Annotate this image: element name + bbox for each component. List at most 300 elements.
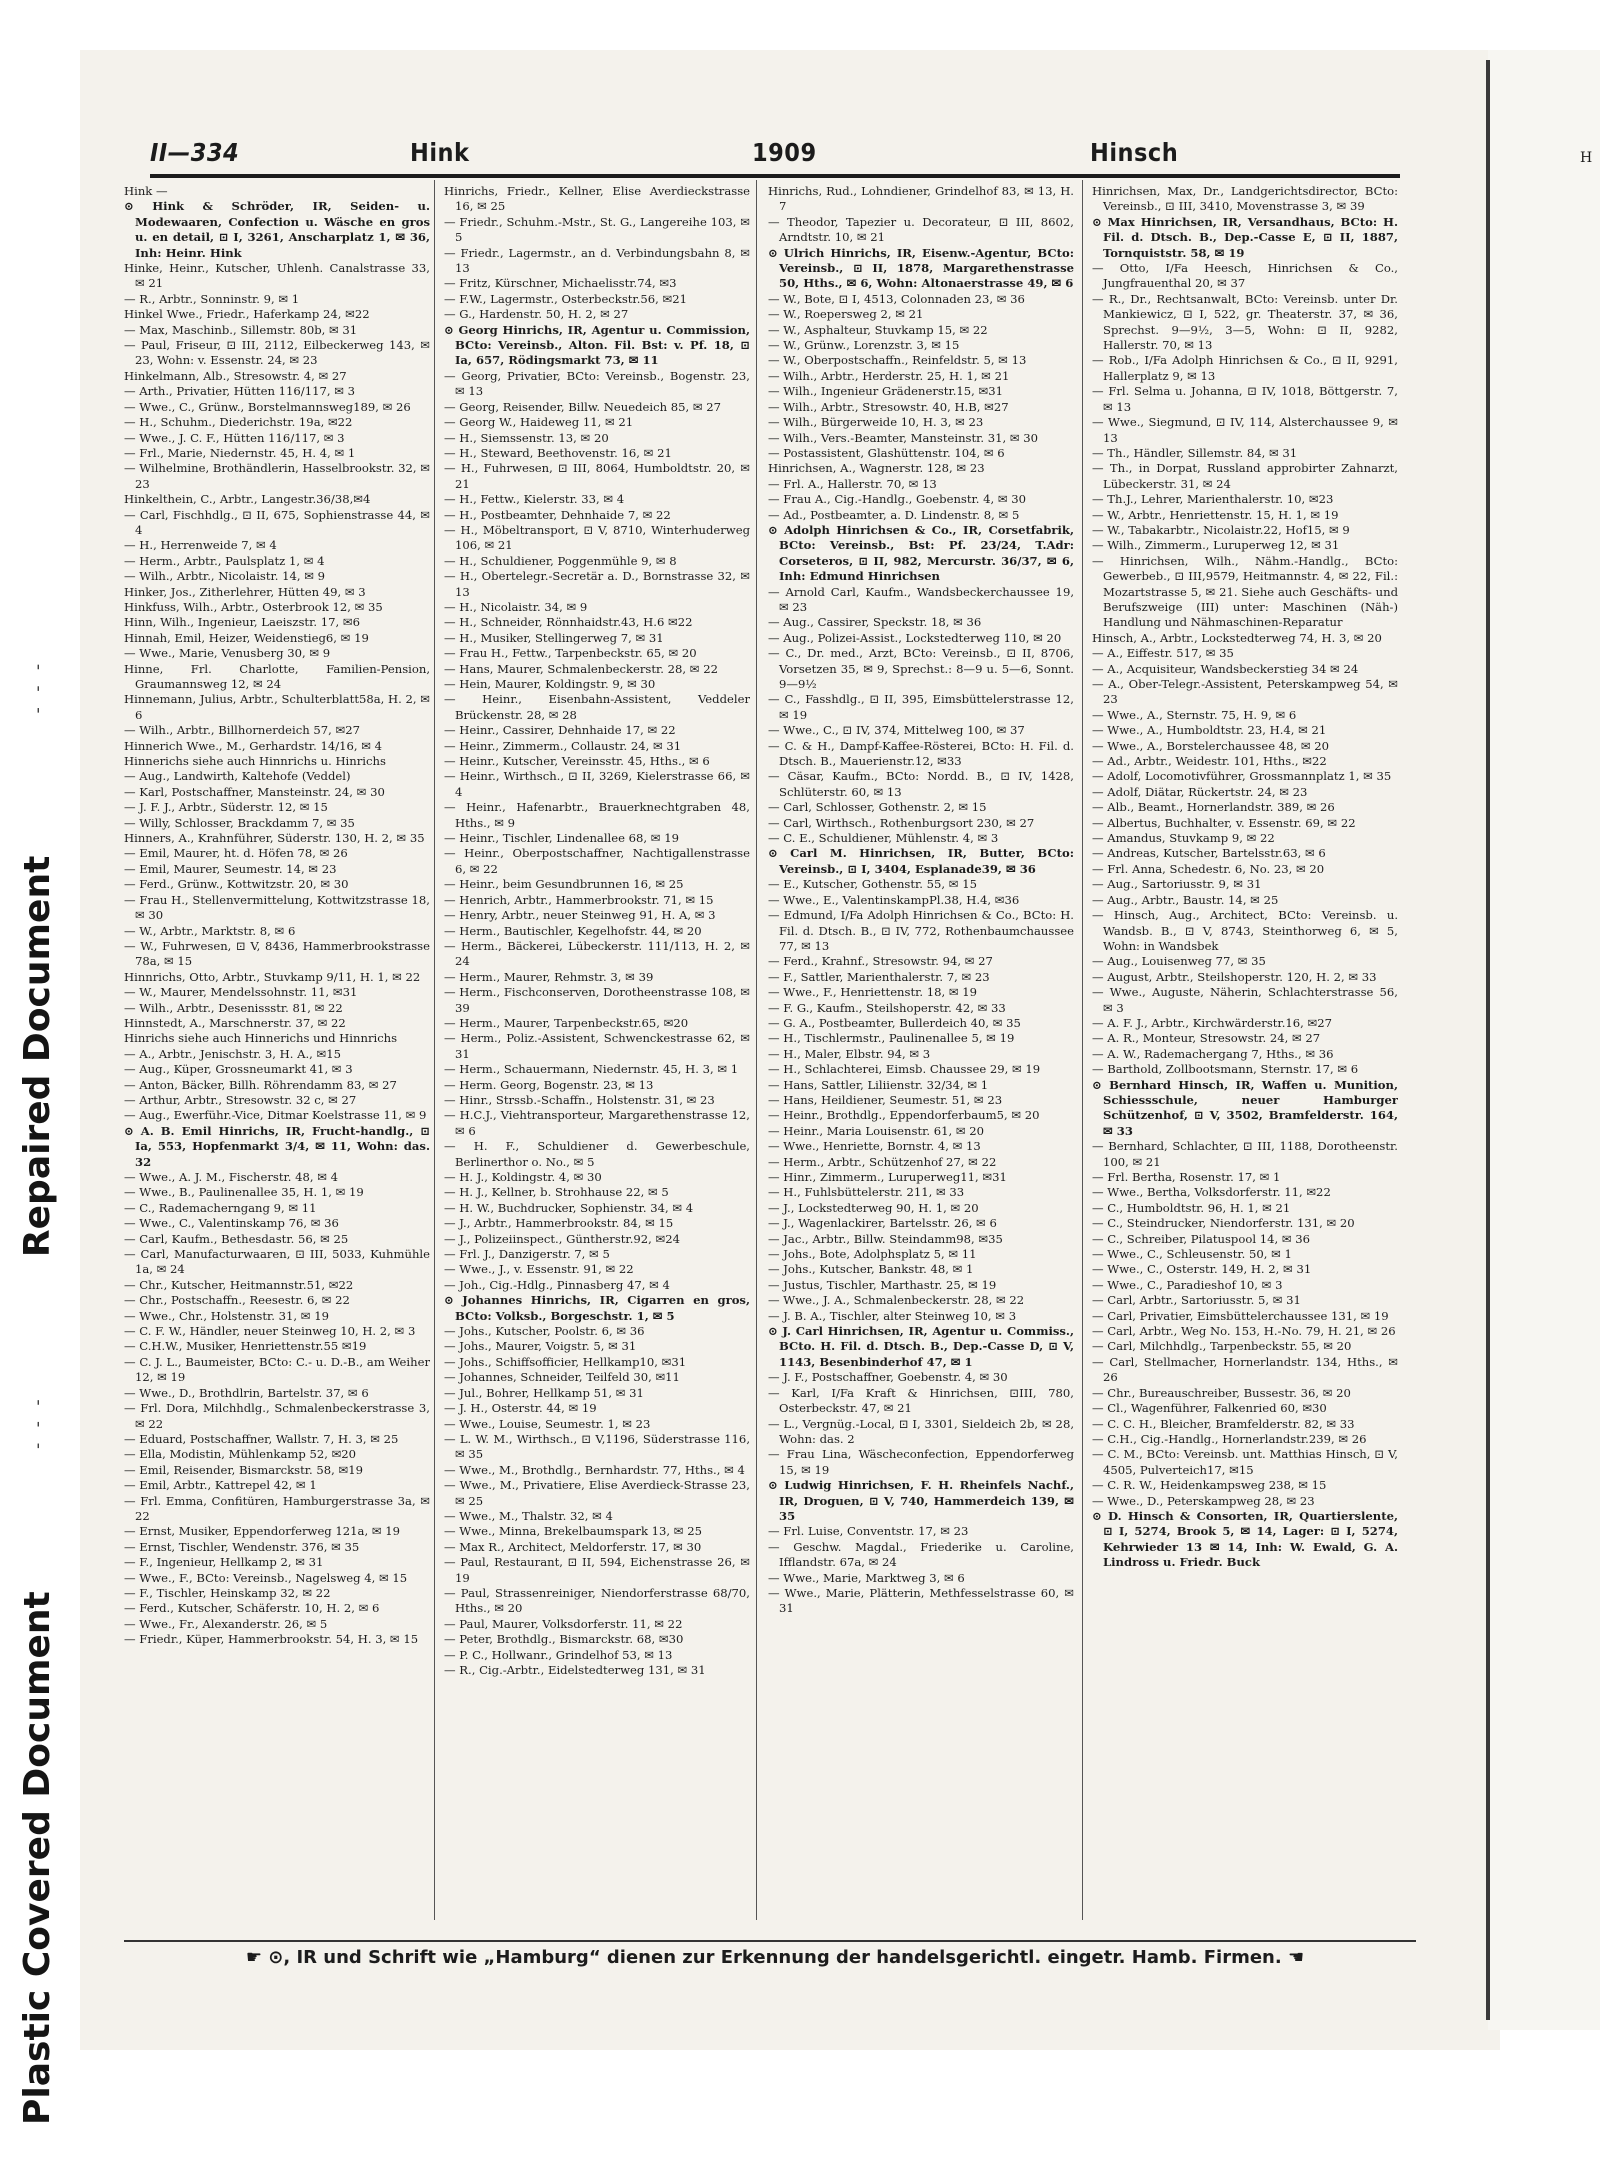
directory-entry: — Frl. Selma u. Johanna, ⊡ IV, 1018, Böttgerstr. 7, ✉ 13 — [1092, 384, 1398, 414]
directory-entry: Hinrichsen, A., Wagnerstr. 128, ✉ 23 — [768, 461, 985, 476]
directory-entry: — Johannes, Schneider, Teilfeld 30, ✉11 — [444, 1370, 680, 1385]
directory-entry: ⊙ Ulrich Hinrichs, IR, Eisenw.-Agentur, BCto: Vereinsb., ⊡ II, 1878, Margarethenstrasse 50, Hths., ✉ 6, Wohn: Altonaerstrasse 49, ✉ 6 — [768, 245, 1074, 291]
directory-entry: — J. F. J., Arbtr., Süderstr. 12, ✉ 15 — [124, 800, 328, 815]
directory-entry: — Carl, Arbtr., Weg No. 153, H.-No. 79, H. 21, ✉ 26 — [1092, 1324, 1396, 1339]
directory-entry: — Peter, Brothdlg., Bismarckstr. 68, ✉30 — [444, 1632, 684, 1647]
directory-entry: — Wwe., B., Paulinenallee 35, H. 1, ✉ 19 — [124, 1185, 364, 1200]
directory-entry: — Joh., Cig.-Hdlg., Pinnasberg 47, ✉ 4 — [444, 1277, 670, 1292]
directory-entry: — Wwe., M., Thalstr. 32, ✉ 4 — [444, 1508, 613, 1523]
directory-entry: — Jul., Bohrer, Hellkamp 51, ✉ 31 — [444, 1385, 644, 1400]
directory-entry: — Johs., Schiffsofficier, Hellkamp10, ✉31 — [444, 1354, 687, 1369]
directory-entry: Hinnemann, Julius, Arbtr., Schulterblatt58a, H. 2, ✉ 6 — [124, 692, 430, 722]
directory-entry: Hinsch, A., Arbtr., Lockstedterweg 74, H. 3, ✉ 20 — [1092, 630, 1382, 645]
directory-entry: — Hein, Maurer, Koldingstr. 9, ✉ 30 — [444, 677, 656, 691]
directory-entry: — Fritz, Kürschner, Michaelisstr.74, ✉3 — [444, 276, 677, 291]
directory-entry: — Ernst, Musiker, Eppendorferweg 121a, ✉ 19 — [124, 1524, 400, 1539]
directory-entry: — H., Schuldiener, Poggenmühle 9, ✉ 8 — [444, 553, 677, 568]
page-header — [150, 138, 1400, 174]
directory-entry: — Henry, Arbtr., neuer Steinweg 91, H. A, ✉ 3 — [444, 908, 716, 923]
directory-entry: — G., Hardenstr. 50, H. 2, ✉ 27 — [444, 307, 629, 322]
directory-entry: — Heinr., Brothdlg., Eppendorferbaum5, ✉ 20 — [768, 1108, 1040, 1123]
directory-entry: — Herm., Fischconserven, Dorotheenstrasse 108, ✉ 39 — [444, 985, 750, 1015]
directory-entry: — August, Arbtr., Steilshoperstr. 120, H. 2, ✉ 33 — [1092, 969, 1377, 984]
directory-entry: — Georg, Privatier, BCto: Vereinsb., Bogenstr. 23, ✉ 13 — [444, 368, 750, 399]
directory-entry: — Otto, I/Fa Heesch, Hinrichsen & Co., Jungfrauenthal 20, ✉ 37 — [1092, 261, 1398, 291]
directory-entry: — Frl. J., Danzigerstr. 7, ✉ 5 — [444, 1247, 610, 1262]
directory-entry: ⊙ Ludwig Hinrichsen, F. H. Rheinfels Nachf., IR, Droguen, ⊡ V, 740, Hammerdeich 139, ✉ 35 — [768, 1478, 1074, 1523]
directory-entry: — Anton, Bäcker, Billh. Röhrendamm 83, ✉ 27 — [124, 1077, 397, 1092]
directory-entry: ⊙ D. Hinsch & Consorten, IR, Quartierslente, ⊡ I, 5274, Brook 5, ✉ 14, Lager: ⊡ I, 5274, Kehrwieder 13 ✉ 14, Inh: W. Ewald, G. A. Lindross u. Friedr. Buck — [1092, 1508, 1398, 1570]
footer-notice: ☛ ⊙, IR und Schrift wie „Hamburg“ dienen zur Erkennung der handelsgerichtl. eingetr. Hamb. Firmen. ☚ — [245, 1947, 1305, 1968]
directory-entry: — Johs., Bote, Adolphsplatz 5, ✉ 11 — [768, 1247, 977, 1262]
directory-entry: — Amandus, Stuvkamp 9, ✉ 22 — [1092, 831, 1275, 846]
directory-entry: — C. C. H., Bleicher, Bramfelderstr. 82, ✉ 33 — [1092, 1416, 1355, 1431]
directory-entry: — Frl. Anna, Schedestr. 6, No. 23, ✉ 20 — [1092, 861, 1325, 876]
directory-entry: — Heinr., Hafenarbtr., Brauerknechtgraben 48, Hths., ✉ 9 — [444, 800, 750, 830]
directory-entry: — Karl, I/Fa Kraft & Hinrichsen, ⊡III, 780, Osterbeckstr. 47, ✉ 21 — [768, 1385, 1074, 1416]
directory-entry: — F., Ingenieur, Hellkamp 2, ✉ 31 — [124, 1555, 324, 1570]
directory-entry: — Frl. Bertha, Rosenstr. 17, ✉ 1 — [1092, 1170, 1281, 1184]
directory-entry: — Ferd., Kutscher, Schäferstr. 10, H. 2, ✉ 6 — [124, 1601, 380, 1616]
directory-entry: — Herm., Arbtr., Schützenhof 27, ✉ 22 — [768, 1154, 997, 1169]
directory-entry: — H., Obertelegr.-Secretär a. D., Bornstrasse 32, ✉ 13 — [444, 569, 750, 599]
directory-entry: — Adolf, Diätar, Rückertstr. 24, ✉ 23 — [1092, 784, 1308, 799]
directory-entry: — W., Arbtr., Henriettenstr. 15, H. 1, ✉ 19 — [1092, 507, 1339, 522]
page-gutter-line — [1486, 60, 1490, 2020]
directory-entry: — Wwe., C., Schleusenstr. 50, ✉ 1 — [1092, 1247, 1292, 1262]
directory-entry: — C. F. W., Händler, neuer Steinweg 10, H. 2, ✉ 3 — [124, 1324, 416, 1339]
directory-entry: — A. F. J., Arbtr., Kirchwärderstr.16, ✉27 — [1092, 1015, 1332, 1030]
directory-entry: — Karl, Postschaffner, Mansteinstr. 24, ✉ 30 — [124, 784, 385, 799]
directory-entry: — Heinr., Eisenbahn-Assistent, Veddeler Brückenstr. 28, ✉ 28 — [444, 692, 750, 722]
directory-entry: — Emil, Maurer, ht. d. Höfen 78, ✉ 26 — [124, 846, 348, 861]
directory-entry: — A. W., Rademachergang 7, Hths., ✉ 36 — [1092, 1046, 1334, 1061]
directory-entry: — A., Ober-Telegr.-Assistent, Peterskampweg 54, ✉ 23 — [1092, 677, 1398, 707]
directory-entry: — Friedr., Schuhm.-Mstr., St. G., Langereihe 103, ✉ 5 — [444, 214, 750, 245]
directory-entry: — Wilh., Arbtr., Desenissstr. 81, ✉ 22 — [124, 1000, 343, 1015]
directory-entry: — Wwe., A., Borstelerchaussee 48, ✉ 20 — [1092, 738, 1330, 753]
directory-entry: — J. B. A., Tischler, alter Steinweg 10, ✉ 3 — [768, 1308, 1017, 1323]
directory-entry: — G. A., Postbeamter, Bullerdeich 40, ✉ 35 — [768, 1015, 1021, 1030]
directory-entry: — A. R., Monteur, Stresowstr. 24, ✉ 27 — [1092, 1031, 1321, 1046]
directory-entry: — Heinr., Zimmerm., Collaustr. 24, ✉ 31 — [444, 738, 682, 753]
directory-entry: — Chr., Postschaffn., Reesestr. 6, ✉ 22 — [124, 1293, 350, 1308]
directory-entry: — Carl, Manufacturwaaren, ⊡ III, 5033, Kuhmühle 1a, ✉ 24 — [124, 1247, 430, 1277]
directory-entry: — W., Oberpostschaffn., Reinfeldstr. 5, ✉ 13 — [768, 353, 1027, 368]
facing-page-edge — [1488, 50, 1600, 2030]
directory-entry: — Wwe., Auguste, Näherin, Schlachterstrasse 56, ✉ 3 — [1092, 985, 1398, 1015]
directory-entry: — Th.J., Lehrer, Marienthalerstr. 10, ✉23 — [1092, 492, 1334, 507]
directory-entry: — Adolf, Locomotivführer, Grossmannplatz 1, ✉ 35 — [1092, 769, 1392, 784]
directory-entry: — Willy, Schlosser, Brackdamm 7, ✉ 35 — [124, 815, 355, 830]
directory-entry: — Wilh., Arbtr., Herderstr. 25, H. 1, ✉ 21 — [768, 368, 1010, 383]
directory-entry: — Henrich, Arbtr., Hammerbrookstr. 71, ✉ 15 — [444, 892, 714, 907]
directory-entry: — Frau A., Cig.-Handlg., Goebenstr. 4, ✉ 30 — [768, 492, 1027, 507]
directory-entry: — Hinr., Strssb.-Schaffn., Holstenstr. 31, ✉ 23 — [444, 1092, 715, 1107]
directory-entry: — H. J., Koldingstr. 4, ✉ 30 — [444, 1170, 602, 1184]
cut-mark: - - - — [26, 661, 48, 716]
directory-entry: — H., Steward, Beethovenstr. 16, ✉ 21 — [444, 445, 672, 460]
directory-entry: — Paul, Strassenreiniger, Niendorferstrasse 68/70, Hths., ✉ 20 — [444, 1585, 750, 1616]
directory-entry: — Herm., Bäckerei, Lübeckerstr. 111/113, H. 2, ✉ 24 — [444, 938, 750, 969]
directory-entry: — Heinr., Cassirer, Dehnhaide 17, ✉ 22 — [444, 723, 676, 738]
directory-entry: — F., Tischler, Heinskamp 32, ✉ 22 — [124, 1585, 331, 1600]
directory-entry: — Carl, Fischhdlg., ⊡ II, 675, Sophienstrasse 44, ✉ 4 — [124, 507, 430, 537]
directory-entry: — Wilhelmine, Brothändlerin, Hasselbrookstr. 32, ✉ 23 — [124, 461, 430, 491]
directory-entry: Hinnrichs, Otto, Arbtr., Stuvkamp 9/11, H. 1, ✉ 22 — [124, 969, 421, 984]
directory-entry: — Herm., Schauermann, Niedernstr. 45, H. 3, ✉ 1 — [444, 1062, 739, 1077]
directory-entry: — Ad., Postbeamter, a. D. Lindenstr. 8, ✉ 5 — [768, 507, 1020, 522]
header-year: 1909 — [752, 138, 817, 167]
directory-entry: — Friedr., Küper, Hammerbrookstr. 54, H. 3, ✉ 15 — [124, 1632, 419, 1647]
directory-entry: — Wwe., Louise, Seumestr. 1, ✉ 23 — [444, 1416, 651, 1431]
directory-entry: — Paul, Maurer, Volksdorferstr. 11, ✉ 22 — [444, 1616, 683, 1631]
directory-entry: — Carl, Schlosser, Gothenstr. 2, ✉ 15 — [768, 800, 987, 815]
directory-entry: — Aug., Sartoriusstr. 9, ✉ 31 — [1092, 877, 1262, 892]
directory-entry: — C.H.W., Musiker, Henriettenstr.55 ✉19 — [124, 1339, 367, 1354]
directory-entry: — Th., Händler, Sillemstr. 84, ✉ 31 — [1092, 445, 1298, 460]
directory-entry: — Arnold Carl, Kaufm., Wandsbeckerchaussee 19, ✉ 23 — [768, 584, 1074, 614]
directory-entry: — Wwe., A. J. M., Fischerstr. 48, ✉ 4 — [124, 1170, 339, 1184]
directory-entry: Hinn, Wilh., Ingenieur, Laeiszstr. 17, ✉6 — [124, 615, 360, 630]
directory-entry: — H. J., Kellner, b. Strohhause 22, ✉ 5 — [444, 1185, 669, 1200]
facing-page-fragment: H — [1580, 150, 1593, 166]
directory-entry: Hinne, Frl. Charlotte, Familien-Pension, Graumannsweg 12, ✉ 24 — [124, 661, 430, 691]
directory-entry: — Wwe., J., v. Essenstr. 91, ✉ 22 — [444, 1262, 634, 1277]
directory-entry: Hinkelmann, Alb., Stresowstr. 4, ✉ 27 — [124, 368, 347, 383]
directory-entry: — A., Acquisiteur, Wandsbeckerstieg 34 ✉ 24 — [1092, 661, 1359, 676]
directory-entry: — Wwe., C., ⊡ IV, 374, Mittelweg 100, ✉ 37 — [768, 723, 1025, 738]
directory-entry: — Emil, Arbtr., Kattrepel 42, ✉ 1 — [124, 1478, 317, 1493]
directory-entry: — Aug., Arbtr., Baustr. 14, ✉ 25 — [1092, 892, 1279, 907]
directory-entry: — C., Humboldtstr. 96, H. 1, ✉ 21 — [1092, 1200, 1291, 1215]
directory-entry: — J., Lockstedterweg 90, H. 1, ✉ 20 — [768, 1200, 979, 1215]
directory-entry: ⊙ A. B. Emil Hinrichs, IR, Frucht-handlg., ⊡ Ia, 553, Hopfenmarkt 3/4, ✉ 11, Wohn: das. 32 — [124, 1123, 430, 1169]
directory-entry: — Wwe., A., Sternstr. 75, H. 9, ✉ 6 — [1092, 707, 1297, 722]
directory-entry: — Th., in Dorpat, Russland approbirter Zahnarzt, Lübeckerstr. 31, ✉ 24 — [1092, 461, 1398, 491]
directory-entry: — C.H., Cig.-Handlg., Hornerlandstr.239, ✉ 26 — [1092, 1431, 1367, 1446]
directory-entry: Hink — — [124, 184, 168, 198]
directory-column-2 — [444, 184, 750, 1934]
directory-entry: — H., Fuhrwesen, ⊡ III, 8064, Humboldtstr. 20, ✉ 21 — [444, 461, 750, 491]
directory-entry: — Herm., Bautischler, Kegelhofstr. 44, ✉ 20 — [444, 923, 702, 938]
directory-entry: — Rob., I/Fa Adolph Hinrichsen & Co., ⊡ II, 9291, Hallerplatz 9, ✉ 13 — [1092, 353, 1398, 383]
directory-entry: ⊙ Georg Hinrichs, IR, Agentur u. Commission, BCto: Vereinsb., Alton. Fil. Bst: v. Pf. 18, ⊡ Ia, 657, Rödingsmarkt 73, ✉ 11 — [444, 322, 750, 368]
directory-entry: — Wwe., Fr., Alexanderstr. 26, ✉ 5 — [124, 1616, 328, 1631]
directory-entry: — Aug., Polizei-Assist., Lockstedterweg 110, ✉ 20 — [768, 630, 1062, 645]
directory-entry: — Heinr., Tischler, Lindenallee 68, ✉ 19 — [444, 831, 679, 846]
directory-entry: — Ferd., Grünw., Kottwitzstr. 20, ✉ 30 — [124, 877, 349, 892]
directory-entry: — E., Kutscher, Gothenstr. 55, ✉ 15 — [768, 877, 977, 892]
directory-entry: — Carl, Milchhdlg., Tarpenbeckstr. 55, ✉ 20 — [1092, 1339, 1352, 1354]
header-first-name: Hink — [410, 138, 470, 167]
directory-entry: — Andreas, Kutscher, Bartelsstr.63, ✉ 6 — [1092, 846, 1326, 861]
directory-entry: — Frl. Luise, Conventstr. 17, ✉ 23 — [768, 1524, 969, 1539]
directory-entry: — Wwe., C., Osterstr. 149, H. 2, ✉ 31 — [1092, 1262, 1312, 1277]
directory-entry: — Wwe., D., Brothdlrin, Bartelstr. 37, ✉ 6 — [124, 1385, 369, 1400]
directory-entry: — C. J. L., Baumeister, BCto: C.- u. D.-B., am Weiher 12, ✉ 19 — [124, 1354, 430, 1385]
directory-entry: — H., Postbeamter, Dehnhaide 7, ✉ 22 — [444, 507, 671, 522]
directory-entry: — Aug., Ewerführ.-Vice, Ditmar Koelstrasse 11, ✉ 9 — [124, 1108, 427, 1123]
directory-entry: — A., Eiffestr. 517, ✉ 35 — [1092, 646, 1234, 661]
directory-entry: — Aug., Landwirth, Kaltehofe (Veddel) — [124, 769, 351, 784]
directory-entry: — H. W., Buchdrucker, Sophienstr. 34, ✉ 4 — [444, 1200, 694, 1215]
directory-entry: — W., Fuhrwesen, ⊡ V, 8436, Hammerbrookstrasse 78a, ✉ 15 — [124, 938, 430, 969]
directory-entry: Hinners, A., Krahnführer, Süderstr. 130, H. 2, ✉ 35 — [124, 831, 425, 846]
directory-entry: — Wwe., Minna, Brekelbaumspark 13, ✉ 25 — [444, 1524, 702, 1539]
directory-entry: Hinkel Wwe., Friedr., Haferkamp 24, ✉22 — [124, 307, 370, 322]
directory-entry: — Ernst, Tischler, Wendenstr. 376, ✉ 35 — [124, 1539, 360, 1554]
side-label-strip — [2, 645, 72, 2165]
directory-entry: — H., Nicolaistr. 34, ✉ 9 — [444, 599, 588, 614]
directory-column-3 — [768, 184, 1074, 1934]
directory-entry: — C., Dr. med., Arzt, BCto: Vereinsb., ⊡ II, 8706, Vorsetzen 35, ✉ 9, Sprechst.: 8—9 u. 5—6, Sonnt. 9—9½ — [768, 646, 1074, 691]
directory-entry: — H., Tischlermstr., Paulinenallee 5, ✉ 19 — [768, 1031, 1015, 1046]
directory-entry: — Johs., Kutscher, Bankstr. 48, ✉ 1 — [768, 1262, 974, 1277]
directory-entry: — Frau Lina, Wäscheconfection, Eppendorferweg 15, ✉ 19 — [768, 1447, 1074, 1477]
directory-entry: — Cl., Wagenführer, Falkenried 60, ✉30 — [1092, 1401, 1327, 1416]
directory-entry: — W., Arbtr., Marktstr. 8, ✉ 6 — [124, 923, 296, 938]
directory-entry: — J., Wagenlackirer, Bartelsstr. 26, ✉ 6 — [768, 1216, 997, 1231]
directory-entry: — Wilh., Arbtr., Stresowstr. 40, H.B, ✉27 — [768, 399, 1009, 414]
directory-entry: — Wilh., Zimmerm., Luruperweg 12, ✉ 31 — [1092, 538, 1340, 553]
directory-entry: — L., Vergnüg.-Local, ⊡ I, 3301, Sieldeich 2b, ✉ 28, Wohn: das. 2 — [768, 1416, 1074, 1446]
directory-entry: — A., Arbtr., Jenischstr. 3, H. A., ✉15 — [124, 1046, 341, 1061]
directory-entry: — Wwe., Marie, Marktweg 3, ✉ 6 — [768, 1570, 965, 1585]
directory-entry: — Emil, Reisender, Bismarckstr. 58, ✉19 — [124, 1462, 364, 1477]
directory-entry: — Frl., Marie, Niedernstr. 45, H. 4, ✉ 1 — [124, 445, 356, 460]
directory-entry: — F. G., Kaufm., Steilshoperstr. 42, ✉ 33 — [768, 1000, 1006, 1015]
directory-entry: — Frl. Dora, Milchhdlg., Schmalenbeckerstrasse 3, ✉ 22 — [124, 1401, 430, 1431]
directory-entry: — R., Cig.-Arbtr., Eidelstedterweg 131, ✉ 31 — [444, 1663, 706, 1677]
directory-entry: Hinkelthein, C., Arbtr., Langestr.36/38,✉4 — [124, 492, 371, 507]
directory-entry: — J., Arbtr., Hammerbrookstr. 84, ✉ 15 — [444, 1216, 674, 1231]
directory-entry: — F.W., Lagermstr., Osterbeckstr.56, ✉21 — [444, 291, 687, 306]
directory-entry: — Wwe., C., Grünw., Borstelmannsweg189, ✉ 26 — [124, 399, 411, 414]
directory-entry: — Jac., Arbtr., Billw. Steindamm98, ✉35 — [768, 1231, 1003, 1246]
directory-entry: — Postassistent, Glashüttenstr. 104, ✉ 6 — [768, 445, 1005, 460]
directory-entry: — Wilh., Vers.-Beamter, Mansteinstr. 31, ✉ 30 — [768, 430, 1039, 445]
directory-entry: — H., Schlachterei, Eimsb. Chaussee 29, ✉ 19 — [768, 1062, 1041, 1077]
directory-entry: — W., Tabakarbtr., Nicolaistr.22, Hof15, ✉ 9 — [1092, 522, 1350, 537]
directory-entry: — C., Steindrucker, Niendorferstr. 131, ✉ 20 — [1092, 1216, 1355, 1231]
directory-entry: — C. M., BCto: Vereinsb. unt. Matthias Hinsch, ⊡ V, 4505, Pulverteich17, ✉15 — [1092, 1447, 1398, 1477]
directory-entry: — Johs., Maurer, Voigstr. 5, ✉ 31 — [444, 1339, 637, 1354]
plastic-covered-label: Plastic Covered Document — [16, 1591, 58, 2125]
directory-entry: — Wwe., D., Peterskampweg 28, ✉ 23 — [1092, 1493, 1315, 1508]
directory-entry: — Herm., Poliz.-Assistent, Schwenckestrasse 62, ✉ 31 — [444, 1031, 750, 1061]
directory-entry: — Ad., Arbtr., Weidestr. 101, Hths., ✉22 — [1092, 754, 1327, 769]
header-last-name: Hinsch — [1090, 138, 1179, 167]
directory-entry: — H., Musiker, Stellingerweg 7, ✉ 31 — [444, 630, 664, 645]
directory-entry: — W., Maurer, Mendelssohnstr. 11, ✉31 — [124, 985, 358, 1000]
directory-entry: — Wwe., A., Humboldtstr. 23, H.4, ✉ 21 — [1092, 723, 1327, 738]
directory-entry: ⊙ Johannes Hinrichs, IR, Cigarren en gros, BCto: Volksb., Borgeschstr. 1, ✉ 5 — [444, 1293, 750, 1323]
directory-entry: — C., Schreiber, Pilatuspool 14, ✉ 36 — [1092, 1231, 1310, 1246]
directory-entry: — Wilh., Arbtr., Nicolaistr. 14, ✉ 9 — [124, 569, 326, 584]
directory-entry: — Friedr., Lagermstr., an d. Verbindungsbahn 8, ✉ 13 — [444, 245, 750, 276]
directory-entry: — Max, Maschinb., Sillemstr. 80b, ✉ 31 — [124, 322, 358, 337]
directory-entry: — Edmund, I/Fa Adolph Hinrichsen & Co., BCto: H. Fil. d. Dtsch. B., ⊡ IV, 772, Rothenbaumchaussee 77, ✉ 13 — [768, 908, 1074, 953]
directory-entry: — Hinsch, Aug., Architect, BCto: Vereinsb. u. Wandsb. B., ⊡ V, 8743, Steinthorweg 6, ✉ 5, Wohn: in Wandsbek — [1092, 908, 1398, 953]
directory-entry: — Wilh., Arbtr., Billhornerdeich 57, ✉27 — [124, 723, 360, 738]
directory-entry: — W., Roepersweg 2, ✉ 21 — [768, 307, 924, 322]
directory-entry: Hinrichs, Friedr., Kellner, Elise Averdieckstrasse 16, ✉ 25 — [444, 184, 750, 214]
directory-entry: — Wwe., J. C. F., Hütten 116/117, ✉ 3 — [124, 430, 345, 445]
directory-entry: — Cäsar, Kaufm., BCto: Nordd. B., ⊡ IV, 1428, Schlüterstr. 60, ✉ 13 — [768, 769, 1074, 799]
directory-entry: — Wwe., J. A., Schmalenbeckerstr. 28, ✉ 22 — [768, 1293, 1025, 1308]
directory-entry: — Aug., Louisenweg 77, ✉ 35 — [1092, 954, 1266, 969]
directory-entry: — Bernhard, Schlachter, ⊡ III, 1188, Dorotheenstr. 100, ✉ 21 — [1092, 1139, 1398, 1169]
directory-column-1 — [124, 184, 430, 1934]
directory-entry: Hinkfuss, Wilh., Arbtr., Osterbrook 12, ✉ 35 — [124, 599, 383, 614]
directory-entry: — Arth., Privatier, Hütten 116/117, ✉ 3 — [124, 384, 355, 399]
directory-entry: — Wilh., Ingenieur Grädenerstr.15, ✉31 — [768, 384, 1004, 399]
directory-entry: — C. R. W., Heidenkampsweg 238, ✉ 15 — [1092, 1478, 1327, 1493]
directory-entry: — Heinr., Kutscher, Vereinsstr. 45, Hths., ✉ 6 — [444, 754, 710, 769]
directory-entry: ⊙ Max Hinrichsen, IR, Versandhaus, BCto: H. Fil. d. Dtsch. B., Dep.-Casse E, ⊡ II, 1887, Tornquiststr. 58, ✉ 19 — [1092, 214, 1398, 260]
directory-entry: Hinnerichs siehe auch Hinnrichs u. Hinrichs — [124, 754, 386, 769]
header-rule — [150, 174, 1400, 178]
directory-entry: — Hans, Heildiener, Seumestr. 51, ✉ 23 — [768, 1092, 1003, 1107]
directory-entry: — Herm. Georg, Bogenstr. 23, ✉ 13 — [444, 1077, 654, 1092]
directory-entry: ⊙ Hink & Schröder, IR, Seiden- u. Modewaaren, Confection u. Wäsche en gros u. en detail, ⊡ I, 3261, Anscharplatz 1, ✉ 36, Inh: Heinr. Hink — [124, 199, 430, 260]
directory-entry: — H. F., Schuldiener d. Gewerbeschule, Berlinerthor o. No., ✉ 5 — [444, 1139, 750, 1169]
directory-entry: — W., Bote, ⊡ I, 4513, Colonnaden 23, ✉ 36 — [768, 291, 1025, 306]
directory-entry: — Geschw. Magdal., Friederike u. Caroline, Ifflandstr. 67a, ✉ 24 — [768, 1539, 1074, 1570]
footer-rule — [124, 1940, 1416, 1942]
directory-entry: — Carl, Privatier, Eimsbüttelerchaussee 131, ✉ 19 — [1092, 1308, 1389, 1323]
directory-entry: Hinrichs, Rud., Lohndiener, Grindelhof 83, ✉ 13, H. 7 — [768, 184, 1074, 214]
directory-entry: — J., Polizeiinspect., Güntherstr.92, ✉24 — [444, 1231, 680, 1246]
directory-entry: — Wilh., Bürgerweide 10, H. 3, ✉ 23 — [768, 415, 984, 430]
directory-entry: Hinnstedt, A., Marschnerstr. 37, ✉ 22 — [124, 1015, 346, 1030]
directory-entry: — Herm., Maurer, Tarpenbeckstr.65, ✉20 — [444, 1015, 689, 1030]
directory-entry: — Georg W., Haideweg 11, ✉ 21 — [444, 415, 634, 430]
directory-entry: — Wwe., M., Privatiere, Elise Averdieck-Strasse 23, ✉ 25 — [444, 1478, 750, 1508]
directory-entry: — J. F., Postschaffner, Goebenstr. 4, ✉ 30 — [768, 1370, 1008, 1385]
directory-entry: — Paul, Friseur, ⊡ III, 2112, Eilbeckerweg 143, ✉ 23, Wohn: v. Essenstr. 24, ✉ 23 — [124, 338, 430, 368]
directory-entry: — Carl, Kaufm., Bethesdastr. 56, ✉ 25 — [124, 1231, 349, 1246]
directory-entry: — Frl. Emma, Confitüren, Hamburgerstrasse 3a, ✉ 22 — [124, 1493, 430, 1523]
directory-entry: — Wwe., Marie, Plätterin, Methfesselstrasse 60, ✉ 31 — [768, 1585, 1074, 1616]
directory-entry: Hinnerich Wwe., M., Gerhardstr. 14/16, ✉ 4 — [124, 738, 383, 753]
directory-entry: ⊙ Bernhard Hinsch, IR, Waffen u. Munition, Schiessschule, neuer Hamburger Schützenhof, ⊡ V, 3502, Bramfelderstr. 164, ✉ 33 — [1092, 1077, 1398, 1138]
directory-entry: — Justus, Tischler, Marthastr. 25, ✉ 19 — [768, 1277, 997, 1292]
directory-entry: — Ferd., Krahnf., Stresowstr. 94, ✉ 27 — [768, 954, 993, 969]
directory-entry: — L. W. M., Wirthsch., ⊡ V,1196, Süderstrasse 116, ✉ 35 — [444, 1431, 750, 1462]
directory-entry: — H., Fuhlsbüttelerstr. 211, ✉ 33 — [768, 1185, 965, 1200]
directory-entry: — Frl. A., Hallerstr. 70, ✉ 13 — [768, 476, 937, 491]
directory-entry: — Wwe., F., Henriettenstr. 18, ✉ 19 — [768, 985, 978, 1000]
directory-entry: — P. C., Hollwanr., Grindelhof 53, ✉ 13 — [444, 1647, 673, 1662]
directory-entry: — Carl, Wirthsch., Rothenburgsort 230, ✉ 27 — [768, 815, 1035, 830]
directory-entry: — Barthold, Zollbootsmann, Sternstr. 17, ✉ 6 — [1092, 1062, 1359, 1077]
directory-entry: — H., Schneider, Rönnhaidstr.43, H.6 ✉22 — [444, 615, 693, 630]
directory-entry: — Herm., Arbtr., Paulsplatz 1, ✉ 4 — [124, 553, 325, 568]
directory-entry: — Wwe., M., Brothdlg., Bernhardstr. 77, Hths., ✉ 4 — [444, 1462, 745, 1477]
directory-entry: — Wwe., Bertha, Volksdorferstr. 11, ✉22 — [1092, 1185, 1331, 1200]
directory-entry: — H., Fettw., Kielerstr. 33, ✉ 4 — [444, 492, 625, 507]
directory-entry: — Aug., Küper, Grossneumarkt 41, ✉ 3 — [124, 1062, 353, 1077]
cut-mark: - - - — [26, 1397, 48, 1452]
directory-entry: — Wwe., Marie, Venusberg 30, ✉ 9 — [124, 646, 331, 661]
directory-column-4 — [1092, 184, 1398, 1934]
directory-entry: — H.C.J., Viehtransporteur, Margarethenstrasse 12, ✉ 6 — [444, 1108, 750, 1138]
directory-entry: — Eduard, Postschaffner, Wallstr. 7, H. 3, ✉ 25 — [124, 1431, 399, 1446]
directory-entry: Hinrichsen, Max, Dr., Landgerichtsdirector, BCto: Vereinsb., ⊡ III, 3410, Movenstrasse 3, ✉ 39 — [1092, 184, 1398, 214]
directory-entry: — W., Grünw., Lorenzstr. 3, ✉ 15 — [768, 338, 960, 353]
directory-entry: — Wwe., E., ValentinskampPl.38, H.4, ✉36 — [768, 892, 1020, 907]
directory-entry: ⊙ Carl M. Hinrichsen, IR, Butter, BCto: Vereinsb., ⊡ I, 3404, Esplanade39, ✉ 36 — [768, 846, 1074, 876]
directory-entry: — Hinrichsen, Wilh., Nähm.-Handlg., BCto: Gewerbeb., ⊡ III,9579, Heitmannstr. 4, ✉ 22, Fil.: Mozartstrasse 5, ✉ 21. Siehe auch Geschäfts- und Berufszweige (III) unter: Maschinen (Näh-) Handlung und Nähmaschinen-Reparatur — [1092, 553, 1398, 630]
directory-entry: — Wwe., C., Paradieshof 10, ✉ 3 — [1092, 1277, 1283, 1292]
directory-entry: — Chr., Kutscher, Heitmannstr.51, ✉22 — [124, 1277, 354, 1292]
directory-entry: — Theodor, Tapezier u. Decorateur, ⊡ III, 8602, Arndtstr. 10, ✉ 21 — [768, 214, 1074, 245]
directory-entry: — H., Schuhm., Diederichstr. 19a, ✉22 — [124, 415, 353, 430]
directory-entry: Hinnah, Emil, Heizer, Weidenstieg6, ✉ 19 — [124, 630, 369, 645]
directory-entry: Hinker, Jos., Zitherlehrer, Hütten 49, ✉ 3 — [124, 584, 366, 599]
directory-entry: — Carl, Arbtr., Sartoriusstr. 5, ✉ 31 — [1092, 1293, 1301, 1308]
directory-entry: — H., Möbeltransport, ⊡ V, 8710, Winterhuderweg 106, ✉ 21 — [444, 522, 750, 553]
directory-entry: — Heinr., Maria Louisenstr. 61, ✉ 20 — [768, 1123, 985, 1138]
directory-entry: — Hinr., Zimmerm., Luruperweg11, ✉31 — [768, 1170, 1007, 1184]
directory-entry: — Max R., Architect, Meldorferstr. 17, ✉ 30 — [444, 1539, 702, 1554]
directory-entry: — Hans, Maurer, Schmalenbeckerstr. 28, ✉ 22 — [444, 661, 718, 676]
directory-entry: — C. & H., Dampf-Kaffee-Rösterei, BCto: H. Fil. d. Dtsch. B., Mauerienstr.12, ✉33 — [768, 738, 1074, 769]
directory-columns — [124, 184, 1414, 1934]
directory-entry: — Hans, Sattler, Liliienstr. 32/34, ✉ 1 — [768, 1077, 989, 1092]
directory-entry: — Wwe., Henriette, Bornstr. 4, ✉ 13 — [768, 1139, 981, 1154]
directory-entry: — Albertus, Buchhalter, v. Essenstr. 69, ✉ 22 — [1092, 815, 1356, 830]
directory-entry: — H., Herrenweide 7, ✉ 4 — [124, 538, 277, 553]
directory-entry: — Emil, Maurer, Seumestr. 14, ✉ 23 — [124, 861, 337, 876]
directory-entry: — Heinr., beim Gesundbrunnen 16, ✉ 25 — [444, 877, 684, 892]
directory-entry: — Heinr., Wirthsch., ⊡ II, 3269, Kielerstrasse 66, ✉ 4 — [444, 769, 750, 799]
directory-entry: — Chr., Bureauschreiber, Bussestr. 36, ✉ 20 — [1092, 1385, 1351, 1400]
directory-entry: — Wwe., C., Valentinskamp 76, ✉ 36 — [124, 1216, 339, 1231]
directory-entry: — Johs., Kutscher, Poolstr. 6, ✉ 36 — [444, 1324, 645, 1339]
directory-entry: — Alb., Beamt., Hornerlandstr. 389, ✉ 26 — [1092, 800, 1335, 815]
directory-entry: — Ella, Modistin, Mühlenkamp 52, ✉20 — [124, 1447, 357, 1462]
repaired-document-label: Repaired Document — [16, 855, 58, 1258]
directory-entry: — C., Fasshdlg., ⊡ II, 395, Eimsbüttelerstrasse 12, ✉ 19 — [768, 692, 1074, 722]
directory-entry: — H., Siemssenstr. 13, ✉ 20 — [444, 430, 609, 445]
directory-entry: — R., Dr., Rechtsanwalt, BCto: Vereinsb. unter Dr. Mankiewicz, ⊡ I, 522, gr. Theaterstr. 37, ✉ 36, Sprechst. 9—9½, 3—5, Wohn: ⊡ II, 9282, Hallerstr. 70, ✉ 13 — [1092, 291, 1398, 353]
directory-entry: — Herm., Maurer, Rehmstr. 3, ✉ 39 — [444, 969, 654, 984]
directory-entry: — F., Sattler, Marienthalerstr. 7, ✉ 23 — [768, 969, 990, 984]
directory-entry: ⊙ Adolph Hinrichsen & Co., IR, Corsetfabrik, BCto: Vereinsb., Bst: Pf. 23/24, T.Adr: Corseteros, ⊡ II, 982, Mercurstr. 36/37, ✉ 6, Inh: Edmund Hinrichsen — [768, 522, 1074, 584]
directory-entry: — Frau H., Fettw., Tarpenbeckstr. 65, ✉ 20 — [444, 646, 697, 661]
directory-entry: ⊙ J. Carl Hinrichsen, IR, Agentur u. Commiss., BCto. H. Fil. d. Dtsch. B., Dep.-Casse D, ⊡ V, 1143, Besenbinderhof 47, ✉ 1 — [768, 1324, 1074, 1369]
directory-entry: — R., Arbtr., Sonninstr. 9, ✉ 1 — [124, 291, 300, 306]
directory-entry: — Wwe., Siegmund, ⊡ IV, 114, Alsterchaussee 9, ✉ 13 — [1092, 415, 1398, 445]
directory-entry: — Arthur, Arbtr., Stresowstr. 32 c, ✉ 27 — [124, 1092, 357, 1107]
directory-entry: — C., Rademacherngang 9, ✉ 11 — [124, 1200, 317, 1215]
directory-entry: — Paul, Restaurant, ⊡ II, 594, Eichenstrasse 26, ✉ 19 — [444, 1555, 750, 1585]
directory-entry: — Wwe., Chr., Holstenstr. 31, ✉ 19 — [124, 1308, 329, 1323]
directory-entry: — H., Maler, Elbstr. 94, ✉ 3 — [768, 1046, 931, 1061]
directory-entry: — Georg, Reisender, Billw. Neuedeich 85, ✉ 27 — [444, 399, 722, 414]
page-number: II—334 — [150, 138, 240, 167]
directory-entry: Hinke, Heinr., Kutscher, Uhlenh. Canalstrasse 33, ✉ 21 — [124, 261, 430, 291]
directory-entry: — Aug., Cassirer, Speckstr. 18, ✉ 36 — [768, 615, 982, 630]
directory-entry: — Wwe., F., BCto: Vereinsb., Nagelsweg 4, ✉ 15 — [124, 1570, 408, 1585]
directory-entry: Hinrichs siehe auch Hinnerichs und Hinnrichs — [124, 1031, 398, 1046]
directory-entry: — J. H., Osterstr. 44, ✉ 19 — [444, 1401, 597, 1416]
directory-entry: — Carl, Stellmacher, Hornerlandstr. 134, Hths., ✉ 26 — [1092, 1354, 1398, 1385]
directory-entry: — W., Asphalteur, Stuvkamp 15, ✉ 22 — [768, 322, 988, 337]
